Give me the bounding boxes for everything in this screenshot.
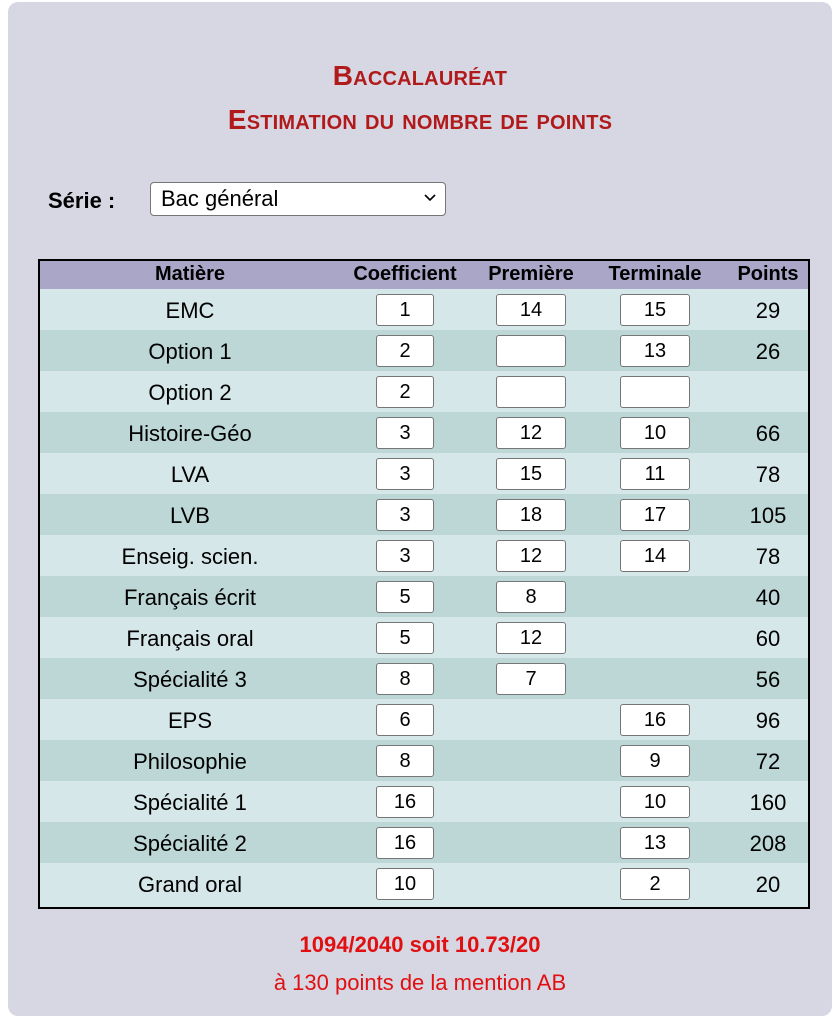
serie-label: Série : bbox=[48, 188, 116, 213]
coefficient-field[interactable]: 16 bbox=[376, 827, 434, 859]
subject-label: Option 1 bbox=[148, 339, 232, 364]
subject-label: Français oral bbox=[126, 626, 254, 651]
subject-label: Enseig. scien. bbox=[121, 544, 259, 569]
terminale-grade-field[interactable]: 14 bbox=[620, 540, 690, 572]
points-value: 160 bbox=[749, 790, 787, 815]
table-header bbox=[40, 261, 808, 289]
terminale-grade-field[interactable]: 9 bbox=[620, 745, 690, 777]
points-value: 96 bbox=[755, 708, 781, 733]
subject-label: Option 2 bbox=[148, 380, 232, 405]
points-value: 26 bbox=[755, 339, 781, 364]
subject-label: EPS bbox=[167, 708, 213, 733]
serie-select-value: Bac général bbox=[161, 186, 279, 211]
terminale-grade-field[interactable]: 13 bbox=[620, 335, 690, 367]
premiere-grade-field[interactable] bbox=[496, 376, 566, 408]
terminale-grade-field[interactable]: 16 bbox=[620, 704, 690, 736]
terminale-grade-field[interactable] bbox=[620, 376, 690, 408]
coefficient-field[interactable]: 3 bbox=[376, 499, 434, 531]
terminale-grade-field[interactable]: 11 bbox=[620, 458, 690, 490]
page-title: Baccalauréat bbox=[332, 60, 508, 91]
points-value: 60 bbox=[755, 626, 781, 651]
subject-label: LVB bbox=[170, 503, 210, 528]
page-subtitle: Estimation du nombre de points bbox=[227, 104, 613, 135]
coefficient-field[interactable]: 3 bbox=[376, 458, 434, 490]
table-row bbox=[40, 863, 808, 904]
table-row bbox=[40, 453, 808, 494]
terminale-grade-field[interactable]: 13 bbox=[620, 827, 690, 859]
coefficient-field[interactable]: 3 bbox=[376, 540, 434, 572]
premiere-grade-field[interactable]: 18 bbox=[496, 499, 566, 531]
terminale-grade-field[interactable]: 17 bbox=[620, 499, 690, 531]
table-row bbox=[40, 494, 808, 535]
coefficient-field[interactable]: 3 bbox=[376, 417, 434, 449]
grades-table bbox=[38, 259, 810, 909]
coefficient-field[interactable]: 16 bbox=[376, 786, 434, 818]
subject-label: EMC bbox=[165, 298, 215, 323]
terminale-grade-field[interactable]: 10 bbox=[620, 786, 690, 818]
column-header-matiere: Matière bbox=[154, 263, 226, 285]
points-value: 66 bbox=[755, 421, 781, 446]
table-row bbox=[40, 330, 808, 371]
table-row bbox=[40, 781, 808, 822]
points-value: 78 bbox=[755, 462, 781, 487]
column-header-premiere: Première bbox=[488, 263, 574, 285]
column-header-points: Points bbox=[737, 263, 799, 285]
subject-label: Français écrit bbox=[123, 585, 257, 610]
table-row bbox=[40, 617, 808, 658]
premiere-grade-field[interactable]: 12 bbox=[496, 417, 566, 449]
table-row bbox=[40, 822, 808, 863]
table-row bbox=[40, 699, 808, 740]
premiere-grade-field[interactable]: 14 bbox=[496, 294, 566, 326]
table-row bbox=[40, 535, 808, 576]
premiere-grade-field[interactable]: 15 bbox=[496, 458, 566, 490]
points-value: 78 bbox=[755, 544, 781, 569]
points-value: 72 bbox=[755, 749, 781, 774]
premiere-grade-field[interactable]: 12 bbox=[496, 622, 566, 654]
premiere-grade-field[interactable]: 8 bbox=[496, 581, 566, 613]
premiere-grade-field[interactable]: 7 bbox=[496, 663, 566, 695]
points-value: 56 bbox=[755, 667, 781, 692]
subject-label: Spécialité 2 bbox=[133, 831, 247, 856]
coefficient-field[interactable]: 1 bbox=[376, 294, 434, 326]
coefficient-field[interactable]: 5 bbox=[376, 581, 434, 613]
terminale-grade-field[interactable]: 15 bbox=[620, 294, 690, 326]
points-value: 40 bbox=[755, 585, 781, 610]
subject-label: Spécialité 3 bbox=[133, 667, 247, 692]
coefficient-field[interactable]: 8 bbox=[376, 663, 434, 695]
points-value: 29 bbox=[755, 298, 781, 323]
column-header-coefficient: Coefficient bbox=[353, 263, 457, 285]
subject-label: Histoire-Géo bbox=[128, 421, 252, 446]
subject-label: Grand oral bbox=[138, 872, 242, 897]
table-row bbox=[40, 576, 808, 617]
total-score: 1094/2040 soit 10.73/20 bbox=[299, 932, 541, 957]
coefficient-field[interactable]: 6 bbox=[376, 704, 434, 736]
column-header-terminale: Terminale bbox=[608, 263, 702, 285]
coefficient-field[interactable]: 8 bbox=[376, 745, 434, 777]
coefficient-field[interactable]: 10 bbox=[376, 868, 434, 900]
terminale-grade-field[interactable]: 10 bbox=[620, 417, 690, 449]
premiere-grade-field[interactable] bbox=[496, 335, 566, 367]
chevron-down-icon bbox=[423, 190, 437, 204]
serie-select[interactable] bbox=[150, 182, 446, 216]
subject-label: LVA bbox=[170, 462, 210, 487]
coefficient-field[interactable]: 2 bbox=[376, 335, 434, 367]
table-row bbox=[40, 740, 808, 781]
subject-label: Philosophie bbox=[133, 749, 247, 774]
terminale-grade-field[interactable]: 2 bbox=[620, 868, 690, 900]
table-row bbox=[40, 658, 808, 699]
table-row bbox=[40, 289, 808, 330]
coefficient-field[interactable]: 5 bbox=[376, 622, 434, 654]
table-row bbox=[40, 371, 808, 412]
table-row bbox=[40, 412, 808, 453]
estimation-panel bbox=[8, 2, 832, 1016]
points-value: 208 bbox=[749, 831, 787, 856]
mention-distance: à 130 points de la mention AB bbox=[273, 970, 567, 995]
subject-label: Spécialité 1 bbox=[133, 790, 247, 815]
premiere-grade-field[interactable]: 12 bbox=[496, 540, 566, 572]
points-value: 105 bbox=[749, 503, 787, 528]
points-value: 20 bbox=[755, 872, 781, 897]
coefficient-field[interactable]: 2 bbox=[376, 376, 434, 408]
